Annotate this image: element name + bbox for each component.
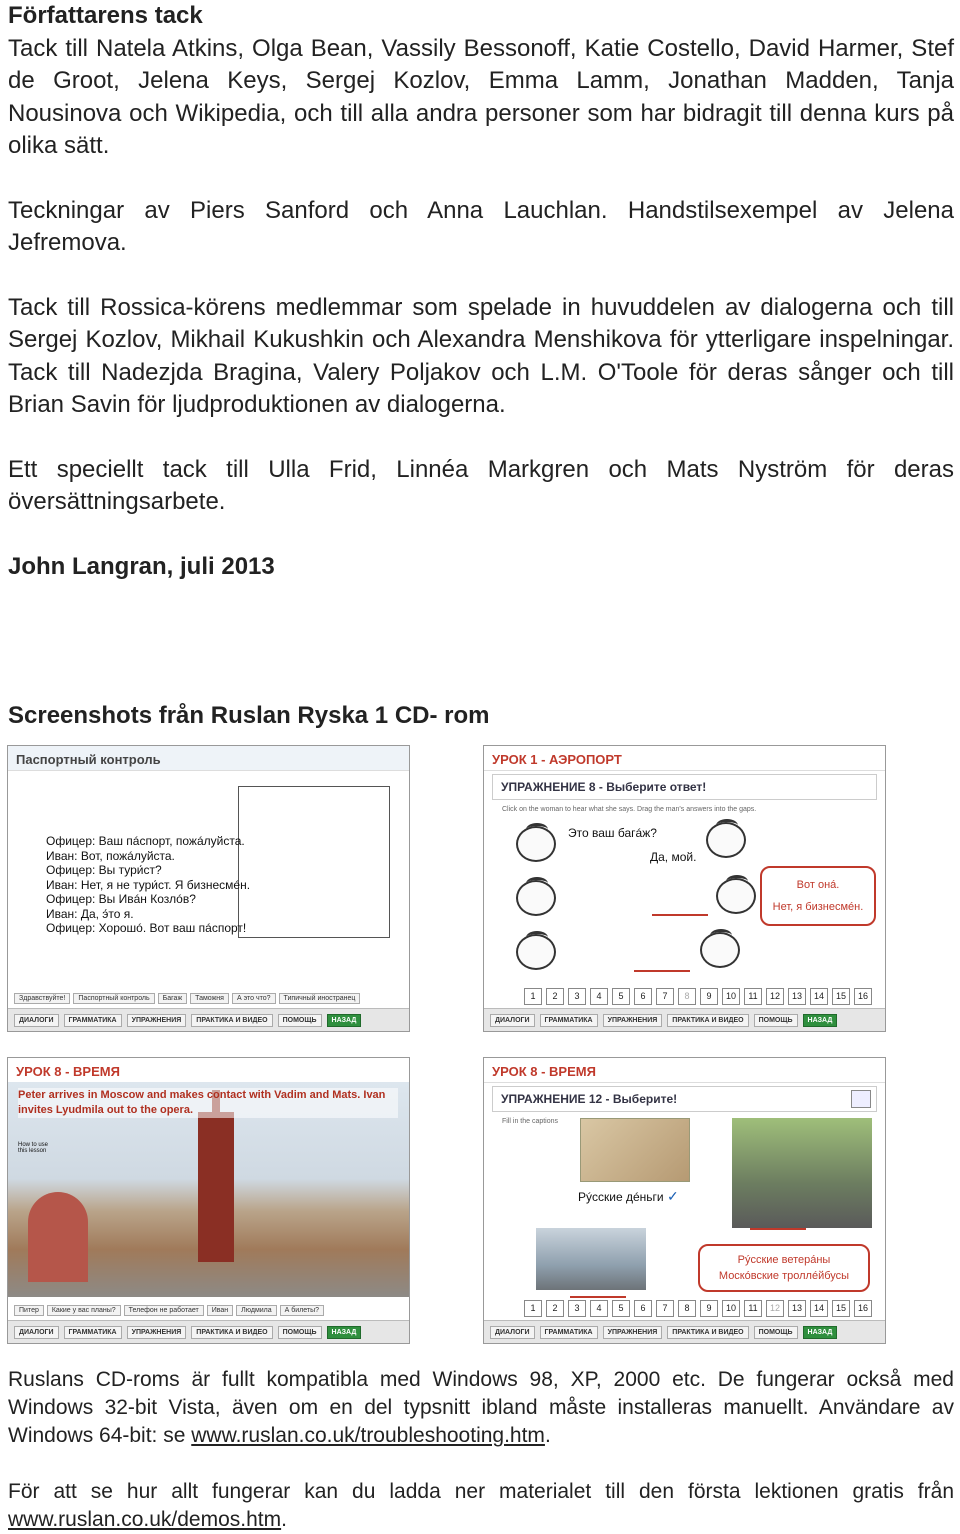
shot1-title: Паспортный контроль <box>16 752 161 767</box>
st-basils-cathedral <box>28 1192 88 1282</box>
screenshot-exercise-8 <box>483 745 886 1032</box>
exercise-number[interactable]: 11 <box>744 1300 762 1317</box>
acknowledgements-section <box>8 0 954 583</box>
edit-icon[interactable] <box>851 1090 871 1108</box>
man-head-1 <box>706 822 746 858</box>
shot4-navbar <box>484 1320 885 1343</box>
dialogue-line: Иван: Вот, пожáлуйста. <box>46 848 175 863</box>
exercise-number[interactable]: 1 <box>524 988 542 1005</box>
dialogue-line: Офицер: Ваш пáспорт, пожáлуйста. <box>46 834 245 848</box>
exercise-number[interactable]: 5 <box>612 1300 630 1317</box>
exercise-number[interactable]: 16 <box>854 1300 872 1317</box>
nav-dialogues[interactable]: ДИАЛОГИ <box>490 1326 535 1339</box>
woman-head-2[interactable] <box>516 880 556 916</box>
nav-back[interactable]: НАЗАД <box>803 1326 838 1339</box>
exercise-number[interactable]: 6 <box>634 1300 652 1317</box>
exercise-number[interactable]: 10 <box>722 988 740 1005</box>
subtab[interactable]: Людмила <box>236 1305 276 1316</box>
exercise-number[interactable]: 8 <box>678 1300 696 1317</box>
ack-paragraph-3: Tack till Rossica-körens medlemmar som spelade in huvuddelen av dialogerna och till Sergej Kozlov, Mikhail Kukushkin och Alexandra Menshikova för ytterligare inspelningar. Tack till Nadezjda Bragina, Valery Poljakov och L.M. O'Toole för deras sånger och till Brian Savin för ljudproduktionen av dialogerna. <box>8 293 954 418</box>
nav-exercises[interactable]: УПРАЖНЕНИЯ <box>127 1014 187 1027</box>
compat-paragraph-1 <box>8 1366 954 1450</box>
exercise-number[interactable]: 11 <box>744 988 762 1005</box>
compatibility-section <box>8 1366 954 1534</box>
man-head-2 <box>716 878 756 914</box>
subtab[interactable]: Паспортный контроль <box>73 993 154 1004</box>
exercise-number[interactable]: 15 <box>832 988 850 1005</box>
shot3-navbar <box>8 1320 409 1343</box>
shot1-subtabs <box>8 989 409 1007</box>
nav-dialogues[interactable]: ДИАЛОГИ <box>490 1014 535 1027</box>
subtab[interactable]: Типичный иностранец <box>279 993 361 1004</box>
trolleybus-photo <box>536 1228 646 1290</box>
nav-grammar[interactable]: ГРАММАТИКА <box>540 1014 598 1027</box>
woman-head-3[interactable] <box>516 934 556 970</box>
exercise-number[interactable]: 3 <box>568 988 586 1005</box>
exercise-number[interactable]: 7 <box>656 1300 674 1317</box>
caption-gap-trolleybus[interactable] <box>570 1296 626 1298</box>
shot4-exercise-numbers <box>524 1300 872 1317</box>
exercise-number[interactable]: 14 <box>810 1300 828 1317</box>
shot2-exercise-title: УПРАЖНЕНИЕ 8 - Выберите ответ! <box>492 774 877 800</box>
filled-caption-text: Рýсские дéньги <box>578 1190 664 1204</box>
subtab[interactable]: Телефон не работает <box>124 1305 204 1316</box>
nav-grammar[interactable]: ГРАММАТИКА <box>540 1326 598 1339</box>
troubleshooting-link[interactable]: www.ruslan.co.uk/troubleshooting.htm <box>191 1424 545 1447</box>
dialogue-line: Офицер: Вы Ивáн Козлóв? <box>46 892 196 906</box>
veterans-photo <box>732 1118 872 1228</box>
exercise-number-current[interactable]: 8 <box>678 988 696 1005</box>
caption-gap-veterans[interactable] <box>750 1228 806 1230</box>
exercise-number[interactable]: 16 <box>854 988 872 1005</box>
nav-help[interactable]: ПОМОЩЬ <box>754 1014 798 1027</box>
screenshot-passport-control <box>7 745 410 1032</box>
exercise-number[interactable]: 2 <box>546 1300 564 1317</box>
exercise-number[interactable]: 1 <box>524 1300 542 1317</box>
screenshot-lesson-8-intro <box>7 1057 410 1344</box>
exercise-number[interactable]: 9 <box>700 988 718 1005</box>
demos-link[interactable]: www.ruslan.co.uk/demos.htm <box>8 1508 282 1531</box>
shot4-title: УРОК 8 - ВРЕМЯ <box>492 1064 596 1079</box>
exercise-number[interactable]: 10 <box>722 1300 740 1317</box>
exercise-number[interactable]: 14 <box>810 988 828 1005</box>
nav-back[interactable]: НАЗАД <box>803 1014 838 1027</box>
shot3-title: УРОК 8 - ВРЕМЯ <box>16 1064 120 1079</box>
subtab[interactable]: А это что? <box>232 993 276 1004</box>
passport-desk-drawing <box>238 786 390 938</box>
exercise-number[interactable]: 2 <box>546 988 564 1005</box>
exercise-number[interactable]: 15 <box>832 1300 850 1317</box>
exercise-number[interactable]: 13 <box>788 1300 806 1317</box>
nav-back[interactable]: НАЗАД <box>327 1326 362 1339</box>
dialogue-line: Офицер: Хорошó. Вот ваш пáспорт! <box>46 921 247 935</box>
ack-heading: Författarens tack <box>8 2 203 29</box>
ack-signature: John Langran, juli 2013 <box>8 552 275 580</box>
exercise-number[interactable]: 4 <box>590 988 608 1005</box>
check-icon: ✓ <box>666 1188 679 1204</box>
nav-grammar[interactable]: ГРАММАТИКА <box>64 1014 122 1027</box>
caption-options-box <box>698 1244 870 1292</box>
shot2-navbar <box>484 1008 885 1031</box>
shot1-navbar <box>8 1008 409 1031</box>
answer-gap-2[interactable] <box>652 914 708 916</box>
nav-dialogues[interactable]: ДИАЛОГИ <box>14 1326 59 1339</box>
demo-text: För att se hur allt fungerar kan du ladda ner materialet till den första lektionen gratis från <box>8 1480 954 1503</box>
banknote-photo <box>580 1118 690 1182</box>
subtab[interactable]: Питер <box>14 1305 44 1316</box>
dialogue-line: Иван: Да, э́то я. <box>46 906 134 921</box>
subtab[interactable]: Иван <box>207 1305 233 1316</box>
nav-help[interactable]: ПОМОЩЬ <box>754 1326 798 1339</box>
shot2-instruction: Click on the woman to hear what she says. Drag the man's answers into the gaps. <box>502 806 757 813</box>
ack-paragraph-2: Teckningar av Piers Sanford och Anna Lauchlan. Handstilsexempel av Jelena Jefremova. <box>8 196 954 256</box>
nav-help[interactable]: ПОМОЩЬ <box>278 1326 322 1339</box>
dialogue-line: Офицер: Вы тури́ст? <box>46 863 162 877</box>
exercise-number[interactable]: 5 <box>612 988 630 1005</box>
nav-exercises[interactable]: УПРАЖНЕНИЯ <box>127 1326 187 1339</box>
exercise-number[interactable]: 7 <box>656 988 674 1005</box>
nav-practice[interactable]: ПРАКТИКА И ВИДЕО <box>191 1326 272 1339</box>
subtab[interactable]: А билеты? <box>280 1305 324 1316</box>
exercise-number[interactable]: 3 <box>568 1300 586 1317</box>
subtab[interactable]: Таможня <box>190 993 229 1004</box>
how-to-use-link[interactable]: How to use this lesson <box>18 1142 49 1154</box>
filled-caption <box>578 1188 679 1205</box>
subtab[interactable]: Багаж <box>158 993 187 1004</box>
nav-grammar[interactable]: ГРАММАТИКА <box>64 1326 122 1339</box>
shot1-dialogue <box>46 834 250 936</box>
exercise-number[interactable]: 4 <box>590 1300 608 1317</box>
shot3-subtabs <box>8 1301 409 1319</box>
nav-practice[interactable]: ПРАКТИКА И ВИДЕО <box>667 1014 748 1027</box>
shot2-title: УРОК 1 - АЭРОПОРТ <box>492 752 622 767</box>
shot3-caption: Peter arrives in Moscow and makes contact with Vadim and Mats. Ivan invites Lyudmila out to the opera. <box>18 1088 398 1118</box>
answer-options-box <box>760 866 876 926</box>
answer-option[interactable]: Нет, я бизнесмéн. <box>772 901 864 913</box>
nav-practice[interactable]: ПРАКТИКА И ВИДЕО <box>667 1326 748 1339</box>
subtab[interactable]: Какие у вас планы? <box>47 1305 121 1316</box>
screenshots-heading: Screenshots från Ruslan Ryska 1 CD- rom <box>8 702 490 729</box>
ack-paragraph-4: Ett speciellt tack till Ulla Frid, Linnéa Markgren och Mats Nyström för deras översättningsarbete. <box>8 455 954 515</box>
exercise-number[interactable]: 9 <box>700 1300 718 1317</box>
exercise-number[interactable]: 13 <box>788 988 806 1005</box>
answer-option[interactable]: Вот онá. <box>796 879 840 891</box>
nav-practice[interactable]: ПРАКТИКА И ВИДЕО <box>191 1014 272 1027</box>
spasskaya-tower <box>198 1112 234 1262</box>
caption-option[interactable]: Рýсские ветерáны <box>737 1254 831 1266</box>
exercise-number-current[interactable]: 12 <box>766 1300 784 1317</box>
nav-dialogues[interactable]: ДИАЛОГИ <box>14 1014 59 1027</box>
answer-gap-3[interactable] <box>634 970 690 972</box>
exercise-number[interactable]: 12 <box>766 988 784 1005</box>
nav-exercises[interactable]: УПРАЖНЕНИЯ <box>603 1326 663 1339</box>
exercise-number[interactable]: 6 <box>634 988 652 1005</box>
question-1: Это ваш багáж? <box>568 826 657 840</box>
ack-paragraph-1: Tack till Natela Atkins, Olga Bean, Vassily Bessonoff, Katie Costello, David Harmer, Stef de Groot, Jelena Keys, Sergej Kozlov, Emma Lamm, Jonathan Madden, Tanja Nousinova och Wikipedia, och till alla andra personer som har bidragit till denna kurs på olika sätt. <box>8 34 954 159</box>
shot4-exercise-title: УПРАЖНЕНИЕ 12 - Выберите! <box>492 1086 877 1112</box>
nav-exercises[interactable]: УПРАЖНЕНИЯ <box>603 1014 663 1027</box>
woman-head-1[interactable] <box>516 826 556 862</box>
nav-back[interactable]: НАЗАД <box>327 1014 362 1027</box>
nav-help[interactable]: ПОМОЩЬ <box>278 1014 322 1027</box>
caption-option[interactable]: Москóвские троллéйбусы <box>718 1270 850 1282</box>
dialogue-line: Иван: Нет, я не тури́ст. Я бизнесмéн. <box>46 877 251 892</box>
demo-end: . <box>281 1508 287 1531</box>
shot4-instruction: Fill in the captions <box>502 1118 559 1125</box>
compat-end: . <box>544 1424 551 1447</box>
shot2-exercise-numbers <box>524 988 872 1005</box>
man-head-3 <box>700 932 740 968</box>
screenshot-exercise-12 <box>483 1057 886 1344</box>
compat-paragraph-2 <box>8 1478 954 1534</box>
subtab[interactable]: Здравствуйте! <box>14 993 70 1004</box>
compat-text: Ruslans CD-roms är fullt kompatibla med Windows 98, XP, 2000 etc. De fungerar också med Windows 32-bit Vista, även om en del typsnitt ibland måste installeras manuellt. Användare av Windows 64-bit: se <box>8 1368 954 1447</box>
answer-1: Да, мой. <box>650 850 697 864</box>
